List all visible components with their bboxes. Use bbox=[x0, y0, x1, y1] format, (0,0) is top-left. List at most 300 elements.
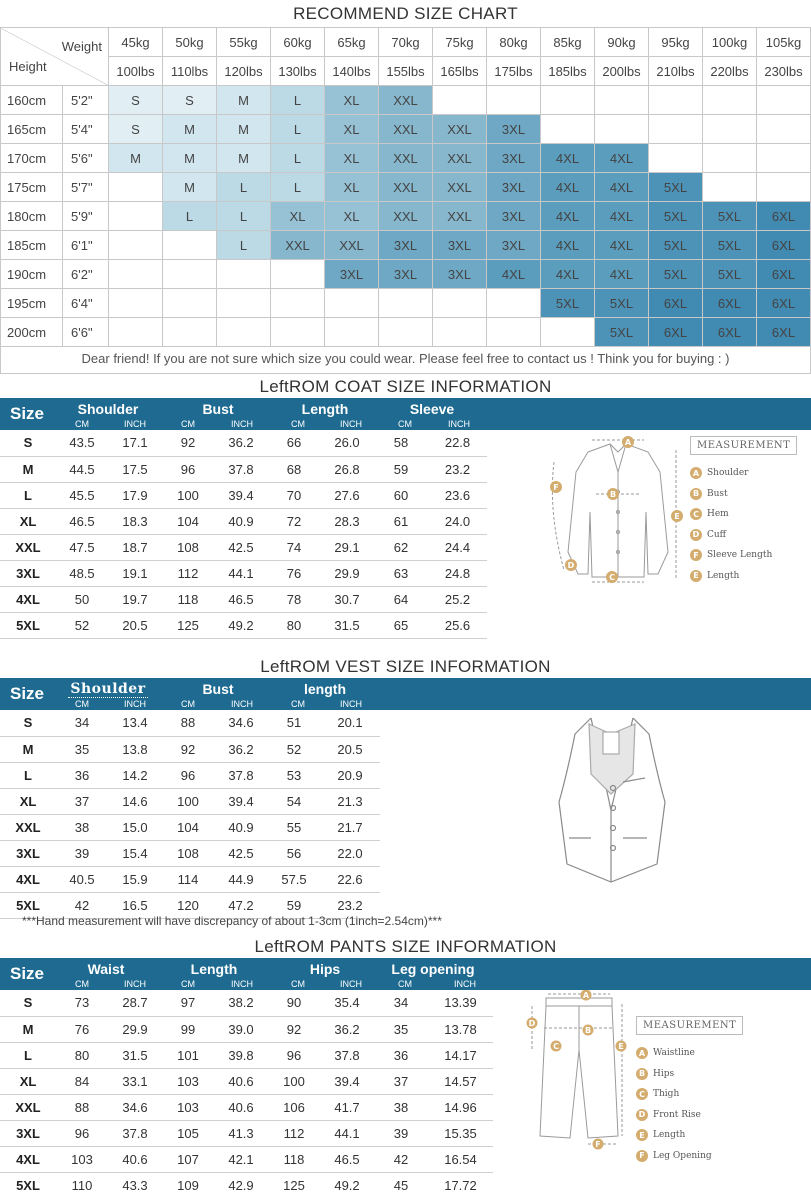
size-cell bbox=[487, 289, 541, 318]
measurement-value: 92 bbox=[162, 736, 214, 762]
weight-kg-header: 50kg bbox=[163, 28, 217, 57]
weight-lbs-header: 230lbs bbox=[757, 57, 811, 86]
cm-subheader: CM bbox=[291, 699, 305, 709]
measurement-value: 74 bbox=[268, 534, 320, 560]
column-header: Sleeve bbox=[409, 401, 455, 417]
recommend-size-table bbox=[0, 27, 811, 347]
size-cell: 3XL bbox=[487, 144, 541, 173]
measurement-value: 26.0 bbox=[320, 430, 374, 456]
height-cm: 165cm bbox=[1, 115, 63, 144]
weight-kg-header: 95kg bbox=[649, 28, 703, 57]
legend-item bbox=[690, 525, 797, 546]
measurement-value: 23.2 bbox=[320, 892, 380, 918]
size-cell: 4XL bbox=[595, 231, 649, 260]
measurement-value: 35.4 bbox=[320, 990, 374, 1016]
weight-lbs-header: 140lbs bbox=[325, 57, 379, 86]
size-label: S bbox=[0, 710, 56, 736]
size-label: XL bbox=[0, 1068, 56, 1094]
measurement-value: 24.8 bbox=[428, 560, 487, 586]
legend-item bbox=[690, 463, 797, 484]
measurement-value: 38 bbox=[56, 814, 108, 840]
measurement-value: 18.7 bbox=[108, 534, 162, 560]
size-cell: L bbox=[217, 173, 271, 202]
table-row bbox=[0, 840, 380, 866]
vest-illustration bbox=[553, 714, 671, 886]
size-cell: XXL bbox=[325, 231, 379, 260]
measurement-value: 76 bbox=[56, 1016, 108, 1042]
size-cell: 3XL bbox=[379, 231, 433, 260]
column-header: Hips bbox=[309, 961, 341, 977]
cm-subheader: CM bbox=[291, 979, 305, 989]
size-cell bbox=[757, 144, 811, 173]
size-cell: 4XL bbox=[595, 144, 649, 173]
size-cell: 5XL bbox=[595, 318, 649, 347]
size-column-header: Size bbox=[10, 404, 45, 423]
measurement-value: 80 bbox=[56, 1042, 108, 1068]
size-cell: 4XL bbox=[541, 260, 595, 289]
table-row bbox=[1, 289, 811, 318]
cm-subheader: CM bbox=[398, 979, 412, 989]
legend-badge: E bbox=[636, 1129, 648, 1141]
inch-subheader: INCH bbox=[340, 979, 362, 989]
size-cell: L bbox=[271, 115, 325, 144]
measurement-value: 43.5 bbox=[56, 430, 108, 456]
size-cell bbox=[109, 289, 163, 318]
measurement-value: 120 bbox=[162, 892, 214, 918]
size-cell: S bbox=[109, 115, 163, 144]
measurement-value: 39.4 bbox=[214, 482, 268, 508]
size-cell: XL bbox=[325, 173, 379, 202]
size-label: XXL bbox=[0, 534, 56, 560]
size-cell: XXL bbox=[433, 173, 487, 202]
measurement-value: 39.4 bbox=[214, 788, 268, 814]
size-cell: 4XL bbox=[541, 231, 595, 260]
measurement-value: 35 bbox=[56, 736, 108, 762]
legend-badge: F bbox=[636, 1150, 648, 1162]
size-label: XL bbox=[0, 788, 56, 814]
measurement-value: 99 bbox=[162, 1016, 214, 1042]
measurement-value: 17.1 bbox=[108, 430, 162, 456]
size-cell: 5XL bbox=[703, 260, 757, 289]
size-cell: S bbox=[109, 86, 163, 115]
size-cell: 5XL bbox=[703, 231, 757, 260]
measurement-value: 20.5 bbox=[108, 612, 162, 638]
size-cell: M bbox=[217, 115, 271, 144]
size-cell: L bbox=[163, 202, 217, 231]
measurement-value: 34.6 bbox=[108, 1094, 162, 1120]
measurement-value: 100 bbox=[162, 788, 214, 814]
weight-kg-header: 90kg bbox=[595, 28, 649, 57]
size-cell bbox=[487, 318, 541, 347]
measurement-value: 17.72 bbox=[428, 1172, 493, 1192]
column-header: Leg opening bbox=[391, 961, 475, 977]
inch-subheader: INCH bbox=[231, 699, 253, 709]
size-cell: L bbox=[271, 173, 325, 202]
measurement-value: 61 bbox=[374, 508, 428, 534]
measurement-value: 19.1 bbox=[108, 560, 162, 586]
pants-measurement-illustration bbox=[524, 990, 634, 1150]
measurement-value: 42.9 bbox=[214, 1172, 268, 1192]
coat-measurement-legend bbox=[690, 436, 797, 586]
measurement-value: 39 bbox=[374, 1120, 428, 1146]
recommend-note: Dear friend! If you are not sure which size you could wear. Please feel free to contact us ! Think you for buying : ) bbox=[0, 344, 811, 374]
column-header: Shoulder bbox=[68, 681, 148, 698]
measurement-value: 44.1 bbox=[214, 560, 268, 586]
recommend-chart-title: RECOMMEND SIZE CHART bbox=[293, 4, 518, 23]
table-row bbox=[0, 788, 380, 814]
size-cell: XXL bbox=[271, 231, 325, 260]
measurement-value: 103 bbox=[56, 1146, 108, 1172]
measurement-value: 36 bbox=[56, 762, 108, 788]
size-label: S bbox=[0, 990, 56, 1016]
cm-subheader: CM bbox=[181, 979, 195, 989]
table-row bbox=[0, 482, 487, 508]
measurement-value: 47.5 bbox=[56, 534, 108, 560]
size-cell: 4XL bbox=[487, 260, 541, 289]
legend-label: Cuff bbox=[707, 529, 727, 540]
size-cell bbox=[109, 231, 163, 260]
measurement-value: 40.6 bbox=[214, 1094, 268, 1120]
measurement-value: 27.6 bbox=[320, 482, 374, 508]
measurement-value: 104 bbox=[162, 814, 214, 840]
measurement-value: 103 bbox=[162, 1068, 214, 1094]
column-header: Length bbox=[190, 961, 238, 977]
size-cell: XXL bbox=[433, 144, 487, 173]
size-cell: 3XL bbox=[433, 260, 487, 289]
measurement-value: 104 bbox=[162, 508, 214, 534]
weight-kg-header: 70kg bbox=[379, 28, 433, 57]
size-cell: 6XL bbox=[757, 202, 811, 231]
legend-label: Sleeve Length bbox=[707, 550, 773, 561]
measurement-value: 56 bbox=[268, 840, 320, 866]
legend-badge: E bbox=[690, 570, 702, 582]
cm-subheader: CM bbox=[75, 979, 89, 989]
legend-item bbox=[636, 1043, 743, 1064]
measurement-value: 28.7 bbox=[108, 990, 162, 1016]
measurement-value: 37 bbox=[56, 788, 108, 814]
svg-text:E: E bbox=[618, 1042, 624, 1051]
legend-badge: B bbox=[636, 1068, 648, 1080]
svg-text:C: C bbox=[609, 573, 615, 582]
table-row bbox=[0, 736, 380, 762]
measurement-value: 42.5 bbox=[214, 534, 268, 560]
legend-badge: A bbox=[636, 1047, 648, 1059]
table-row bbox=[1, 115, 811, 144]
measurement-value: 62 bbox=[374, 534, 428, 560]
height-ft: 5'4" bbox=[63, 115, 109, 144]
table-row bbox=[0, 430, 487, 456]
measurement-value: 105 bbox=[162, 1120, 214, 1146]
measurement-value: 42.1 bbox=[214, 1146, 268, 1172]
cm-subheader: CM bbox=[75, 419, 89, 429]
table-row bbox=[0, 1120, 596, 1146]
pants-measurement-legend bbox=[636, 1016, 743, 1166]
cm-subheader: CM bbox=[398, 419, 412, 429]
size-label: 3XL bbox=[0, 1120, 56, 1146]
measurement-value: 40.5 bbox=[56, 866, 108, 892]
measurement-value: 66 bbox=[268, 430, 320, 456]
measurement-value: 45 bbox=[374, 1172, 428, 1192]
height-cm: 170cm bbox=[1, 144, 63, 173]
measurement-value: 25.6 bbox=[428, 612, 487, 638]
size-cell: M bbox=[109, 144, 163, 173]
size-cell bbox=[649, 144, 703, 173]
measurement-value: 22.8 bbox=[428, 430, 487, 456]
size-cell: XXL bbox=[433, 202, 487, 231]
height-cm: 180cm bbox=[1, 202, 63, 231]
weight-kg-header: 75kg bbox=[433, 28, 487, 57]
measurement-value: 48.5 bbox=[56, 560, 108, 586]
legend-item bbox=[636, 1084, 743, 1105]
size-cell: 3XL bbox=[433, 231, 487, 260]
column-header: Length bbox=[301, 401, 349, 417]
weight-kg-header: 60kg bbox=[271, 28, 325, 57]
size-label: M bbox=[0, 736, 56, 762]
weight-lbs-header: 110lbs bbox=[163, 57, 217, 86]
measurement-value: 112 bbox=[268, 1120, 320, 1146]
measurement-value: 37 bbox=[374, 1068, 428, 1094]
size-cell: M bbox=[163, 173, 217, 202]
inch-subheader: INCH bbox=[124, 979, 146, 989]
pants-table-header bbox=[0, 958, 811, 990]
legend-badge: F bbox=[690, 549, 702, 561]
measurement-value: 39 bbox=[56, 840, 108, 866]
size-cell bbox=[109, 202, 163, 231]
size-cell: 4XL bbox=[541, 202, 595, 231]
size-cell bbox=[757, 115, 811, 144]
legend-label: Leg Opening bbox=[653, 1150, 712, 1161]
measurement-value: 15.4 bbox=[108, 840, 162, 866]
measurement-value: 38.2 bbox=[214, 990, 268, 1016]
legend-label: Hem bbox=[707, 509, 729, 520]
size-cell: 6XL bbox=[757, 231, 811, 260]
weight-kg-header: 85kg bbox=[541, 28, 595, 57]
size-cell bbox=[325, 318, 379, 347]
size-label: XL bbox=[0, 508, 56, 534]
size-cell: 5XL bbox=[703, 202, 757, 231]
vest-section-title: LeftROM VEST SIZE INFORMATION bbox=[260, 657, 551, 676]
svg-text:D: D bbox=[528, 1019, 536, 1028]
measurement-value: 59 bbox=[268, 892, 320, 918]
measurement-value: 92 bbox=[162, 430, 214, 456]
svg-text:B: B bbox=[609, 490, 617, 499]
hand-measurement-note: ***Hand measurement will have discrepancy of about 1-3cm (1inch=2.54cm)*** bbox=[22, 914, 442, 928]
measurement-value: 36.2 bbox=[214, 430, 268, 456]
size-cell bbox=[325, 289, 379, 318]
weight-kg-header: 105kg bbox=[757, 28, 811, 57]
size-label: 4XL bbox=[0, 586, 56, 612]
column-header: Shoulder bbox=[77, 401, 139, 417]
measurement-value: 60 bbox=[374, 482, 428, 508]
measurement-value: 42 bbox=[374, 1146, 428, 1172]
measurement-value: 24.0 bbox=[428, 508, 487, 534]
legend-item bbox=[636, 1105, 743, 1126]
weight-lbs-header: 185lbs bbox=[541, 57, 595, 86]
measurement-value: 14.17 bbox=[428, 1042, 493, 1068]
svg-text:F: F bbox=[595, 1140, 601, 1149]
pants-section-title: LeftROM PANTS SIZE INFORMATION bbox=[254, 937, 557, 956]
measurement-value: 14.6 bbox=[108, 788, 162, 814]
inch-subheader: INCH bbox=[124, 699, 146, 709]
measurement-value: 13.78 bbox=[428, 1016, 493, 1042]
table-row bbox=[0, 586, 487, 612]
size-cell bbox=[271, 260, 325, 289]
size-cell: 5XL bbox=[541, 289, 595, 318]
size-cell bbox=[433, 318, 487, 347]
weight-lbs-header: 120lbs bbox=[217, 57, 271, 86]
size-cell bbox=[109, 260, 163, 289]
size-cell bbox=[379, 289, 433, 318]
size-cell bbox=[595, 115, 649, 144]
size-cell: XL bbox=[271, 202, 325, 231]
table-row bbox=[0, 1016, 596, 1042]
height-cm: 195cm bbox=[1, 289, 63, 318]
measurement-value: 16.54 bbox=[428, 1146, 493, 1172]
measurement-value: 41.7 bbox=[320, 1094, 374, 1120]
svg-text:F: F bbox=[553, 483, 559, 492]
table-row bbox=[0, 710, 380, 736]
size-cell: XL bbox=[325, 144, 379, 173]
size-cell bbox=[217, 289, 271, 318]
table-row bbox=[0, 560, 487, 586]
size-cell bbox=[703, 144, 757, 173]
column-header: length bbox=[304, 681, 346, 697]
size-cell: M bbox=[217, 86, 271, 115]
size-cell bbox=[163, 318, 217, 347]
size-cell: 3XL bbox=[487, 173, 541, 202]
measurement-value: 53 bbox=[268, 762, 320, 788]
size-cell bbox=[109, 173, 163, 202]
measurement-value: 63 bbox=[374, 560, 428, 586]
weight-kg-header: 55kg bbox=[217, 28, 271, 57]
height-ft: 6'4" bbox=[63, 289, 109, 318]
measurement-value: 108 bbox=[162, 840, 214, 866]
measurement-value: 49.2 bbox=[320, 1172, 374, 1192]
size-cell bbox=[163, 289, 217, 318]
svg-text:A: A bbox=[624, 438, 632, 447]
measurement-value: 34 bbox=[56, 710, 108, 736]
size-cell bbox=[541, 86, 595, 115]
measurement-value: 109 bbox=[162, 1172, 214, 1192]
measurement-value: 76 bbox=[268, 560, 320, 586]
size-cell bbox=[703, 115, 757, 144]
size-cell bbox=[217, 318, 271, 347]
size-cell: L bbox=[217, 231, 271, 260]
size-label: L bbox=[0, 482, 56, 508]
size-column-header: Size bbox=[10, 964, 45, 983]
measurement-value: 46.5 bbox=[214, 586, 268, 612]
size-cell: 3XL bbox=[379, 260, 433, 289]
size-label: 5XL bbox=[0, 892, 56, 918]
size-label: L bbox=[0, 762, 56, 788]
svg-text:A: A bbox=[582, 991, 590, 1000]
height-cm: 190cm bbox=[1, 260, 63, 289]
table-row bbox=[0, 762, 380, 788]
measurement-value: 29.9 bbox=[108, 1016, 162, 1042]
measurement-value: 125 bbox=[268, 1172, 320, 1192]
measurement-value: 96 bbox=[56, 1120, 108, 1146]
measurement-value: 13.39 bbox=[428, 990, 493, 1016]
measurement-value: 70 bbox=[268, 482, 320, 508]
legend-label: Shoulder bbox=[707, 468, 749, 479]
legend-badge: C bbox=[636, 1088, 648, 1100]
measurement-value: 40.9 bbox=[214, 508, 268, 534]
size-cell bbox=[541, 318, 595, 347]
size-cell bbox=[163, 260, 217, 289]
size-cell: 3XL bbox=[325, 260, 379, 289]
corner-cell bbox=[1, 28, 109, 86]
height-ft: 5'9" bbox=[63, 202, 109, 231]
table-row bbox=[0, 534, 487, 560]
size-cell: 4XL bbox=[541, 144, 595, 173]
legend-label: Length bbox=[653, 1130, 686, 1141]
measurement-value: 36.2 bbox=[320, 1016, 374, 1042]
column-header: Bust bbox=[202, 681, 234, 697]
measurement-value: 30.7 bbox=[320, 586, 374, 612]
size-cell: M bbox=[217, 144, 271, 173]
size-cell: M bbox=[163, 115, 217, 144]
measurement-value: 52 bbox=[56, 612, 108, 638]
size-cell: 6XL bbox=[757, 318, 811, 347]
measurement-value: 37.8 bbox=[214, 762, 268, 788]
measurement-value: 52 bbox=[268, 736, 320, 762]
size-cell bbox=[541, 115, 595, 144]
cm-subheader: CM bbox=[291, 419, 305, 429]
table-row bbox=[0, 612, 487, 638]
measurement-value: 44.1 bbox=[320, 1120, 374, 1146]
size-label: 5XL bbox=[0, 1172, 56, 1192]
weight-lbs-header: 200lbs bbox=[595, 57, 649, 86]
weight-kg-header: 100kg bbox=[703, 28, 757, 57]
measurement-value: 125 bbox=[162, 612, 214, 638]
measurement-value: 40.6 bbox=[108, 1146, 162, 1172]
measurement-value: 72 bbox=[268, 508, 320, 534]
legend-item bbox=[636, 1125, 743, 1146]
inch-subheader: INCH bbox=[231, 979, 253, 989]
measurement-value: 112 bbox=[162, 560, 214, 586]
size-cell: 6XL bbox=[649, 318, 703, 347]
measurement-value: 23.2 bbox=[428, 456, 487, 482]
table-row bbox=[0, 1172, 596, 1192]
size-cell: L bbox=[217, 202, 271, 231]
size-cell: 5XL bbox=[649, 260, 703, 289]
measurement-value: 88 bbox=[162, 710, 214, 736]
table-row bbox=[0, 456, 487, 482]
measurement-value: 118 bbox=[268, 1146, 320, 1172]
measurement-value: 80 bbox=[268, 612, 320, 638]
measurement-value: 58 bbox=[374, 430, 428, 456]
size-label: M bbox=[0, 456, 56, 482]
weight-lbs-header: 155lbs bbox=[379, 57, 433, 86]
vest-table-header bbox=[0, 678, 811, 710]
cm-subheader: CM bbox=[181, 419, 195, 429]
size-cell: 6XL bbox=[757, 289, 811, 318]
legend-badge: D bbox=[636, 1109, 648, 1121]
measurement-value: 14.57 bbox=[428, 1068, 493, 1094]
size-cell bbox=[109, 318, 163, 347]
vest-size-table bbox=[0, 710, 380, 919]
size-cell: S bbox=[163, 86, 217, 115]
measurement-value: 57.5 bbox=[268, 866, 320, 892]
measurement-value: 15.0 bbox=[108, 814, 162, 840]
measurement-value: 107 bbox=[162, 1146, 214, 1172]
measurement-value: 64 bbox=[374, 586, 428, 612]
column-header: Bust bbox=[202, 401, 234, 417]
measurement-value: 29.9 bbox=[320, 560, 374, 586]
measurement-value: 96 bbox=[268, 1042, 320, 1068]
measurement-value: 40.6 bbox=[214, 1068, 268, 1094]
legend-label: Hips bbox=[653, 1068, 675, 1079]
